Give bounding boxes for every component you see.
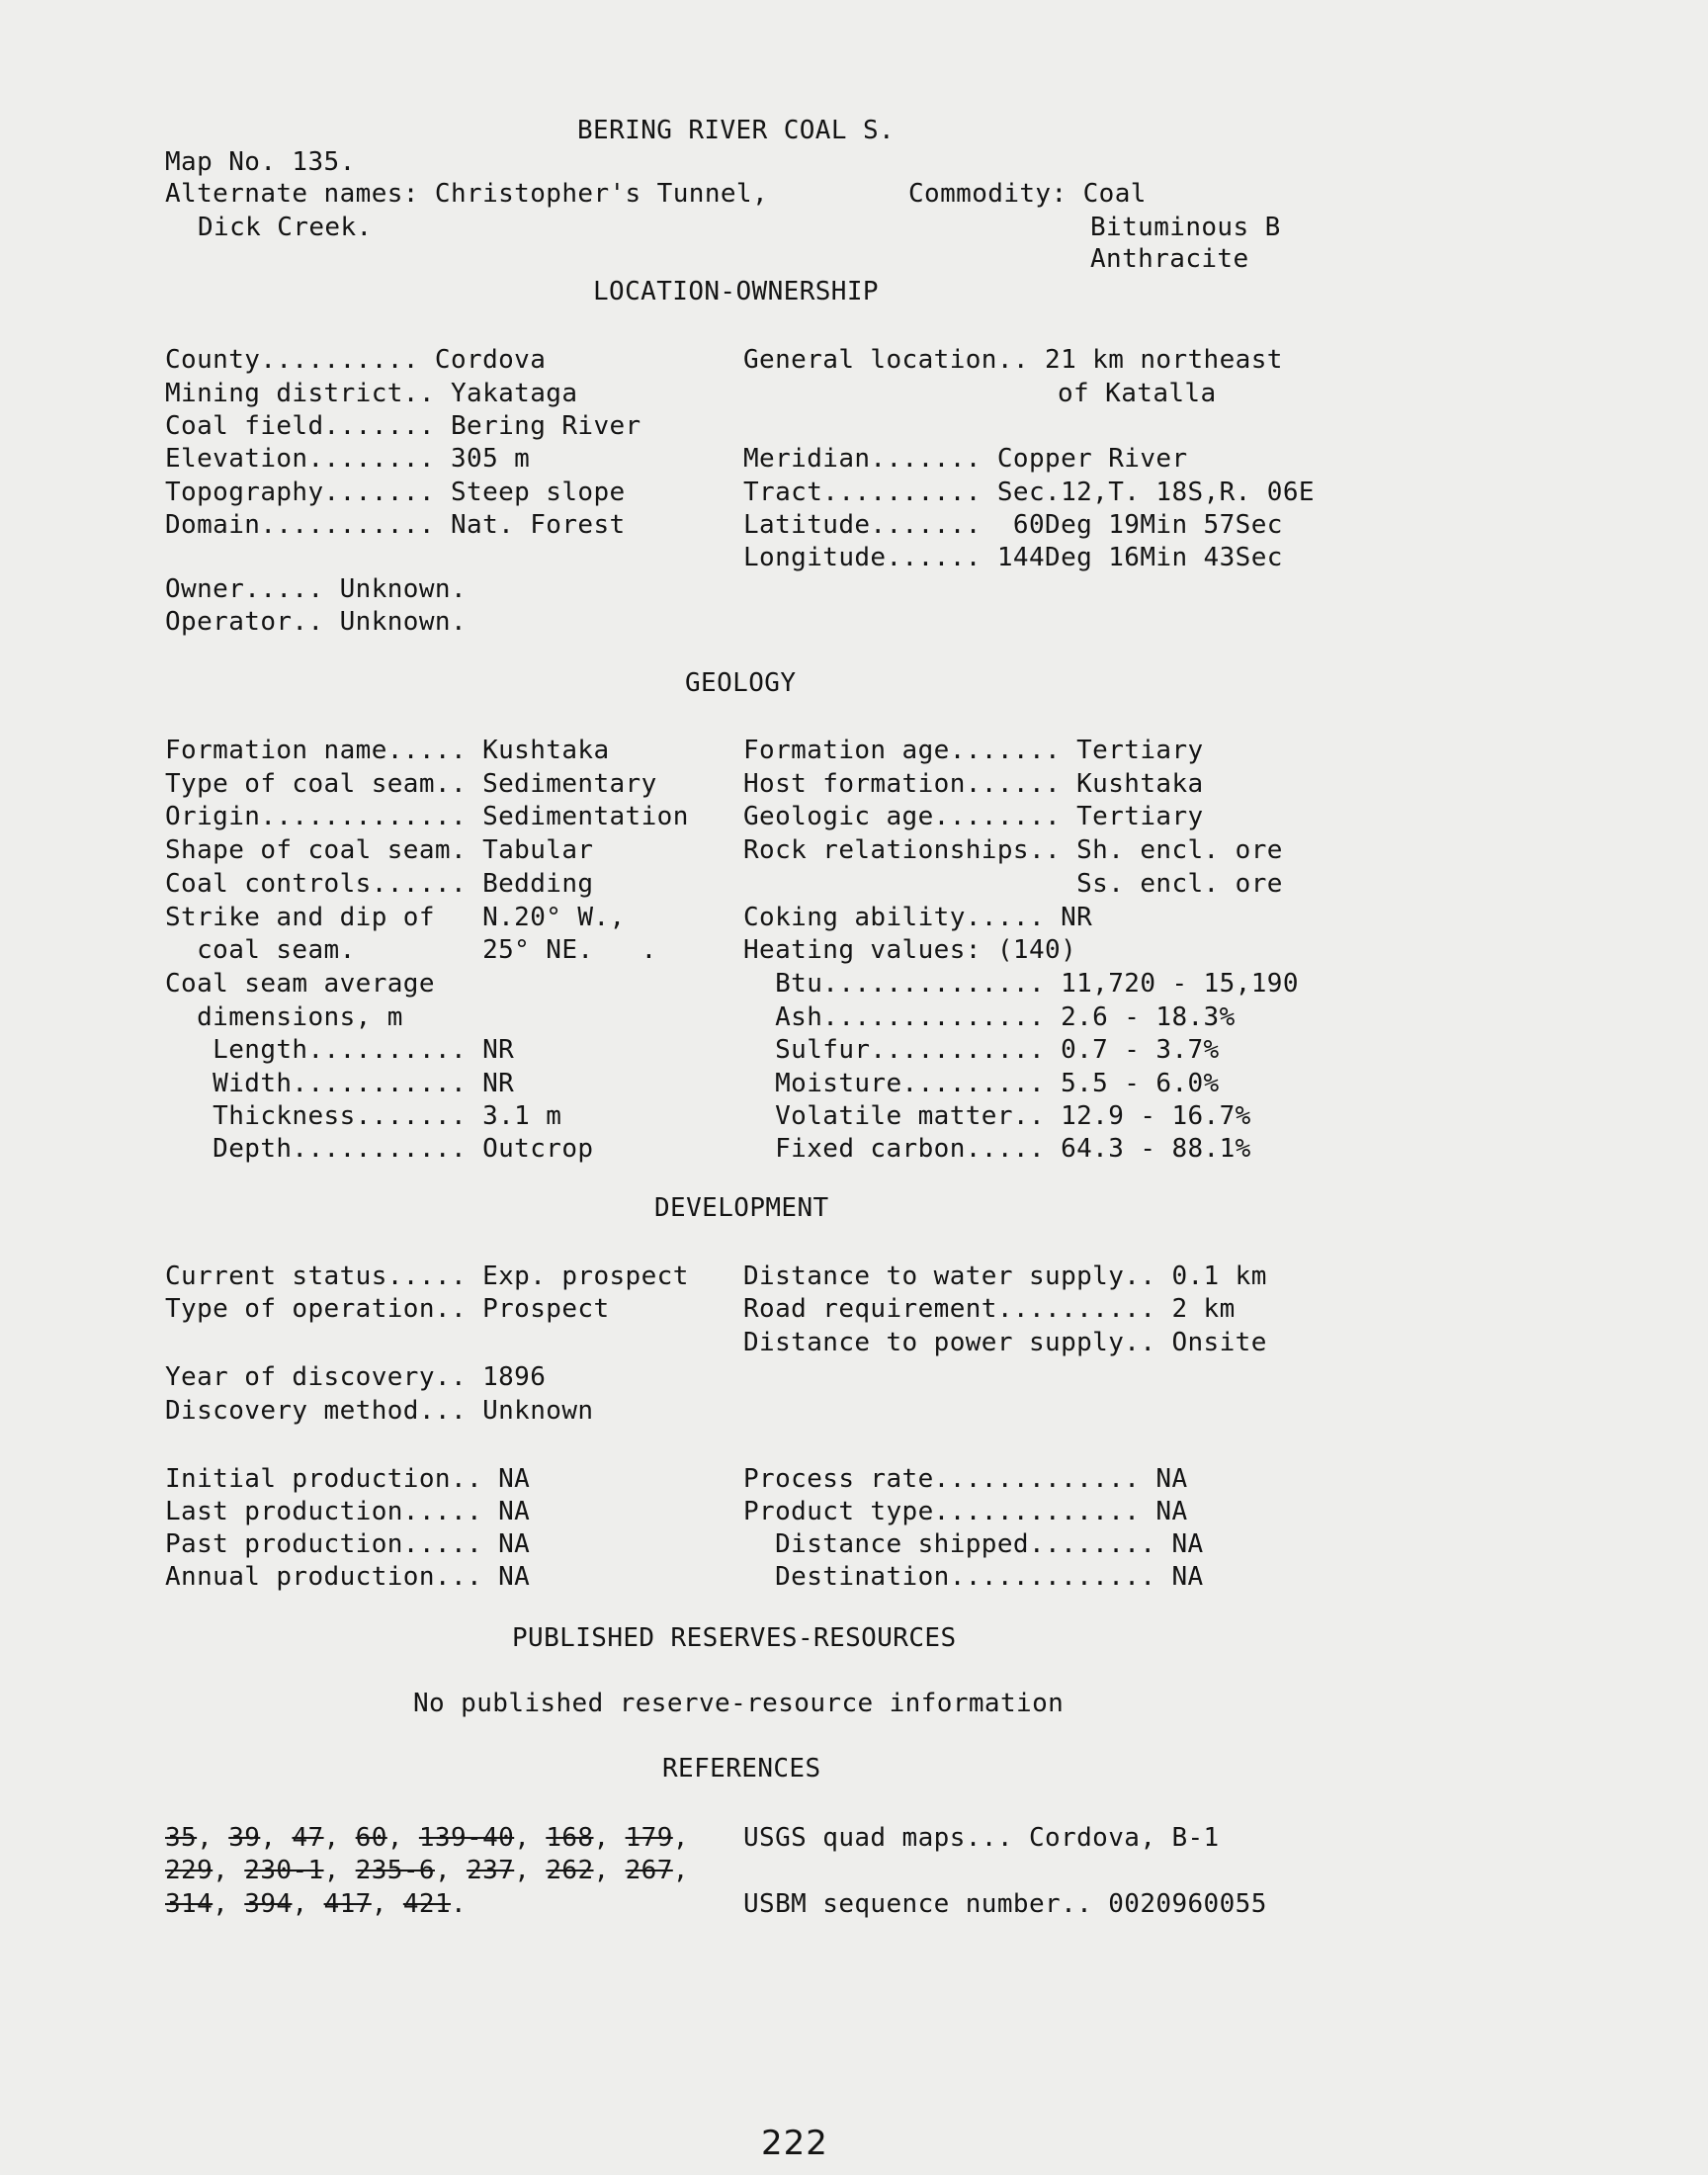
references-usbm-sequence-number: USBM sequence number.. 0020960055 <box>743 1889 1267 1919</box>
geology-left-12: Thickness....... 3.1 m <box>165 1101 562 1131</box>
reference-numbers-line-1: 35, 39, 47, 60, 139-40, 168, 179, <box>165 1823 689 1853</box>
alternate-names-continued: Dick Creek. <box>198 213 373 242</box>
section-heading-geology: GEOLOGY <box>685 668 797 698</box>
geology-right-6: Coking ability..... NR <box>743 903 1093 932</box>
map-number: Map No. 135. <box>165 147 356 177</box>
development-distance-water: Distance to water supply.. 0.1 km <box>743 1262 1267 1291</box>
geology-right-8: Btu.............. 11,720 - 15,190 <box>743 969 1299 999</box>
reference-number: 417 <box>323 1889 372 1919</box>
development-process-rate: Process rate............. NA <box>743 1464 1188 1494</box>
development-discovery-method: Discovery method... Unknown <box>165 1396 594 1426</box>
reserves-statement: No published reserve-resource information <box>413 1689 1065 1718</box>
development-annual-production: Annual production... NA <box>165 1562 531 1592</box>
section-heading-development: DEVELOPMENT <box>654 1193 829 1223</box>
development-road-requirement: Road requirement.......... 2 km <box>743 1294 1236 1324</box>
location-mining-district: Mining district.. Yakataga <box>165 379 578 408</box>
geology-right-5: Ss. encl. ore <box>743 869 1283 899</box>
location-county: County.......... Cordova <box>165 345 547 375</box>
reference-number: 60 <box>355 1823 387 1853</box>
development-type-of-operation: Type of operation.. Prospect <box>165 1294 610 1324</box>
reference-number: 230-1 <box>244 1856 324 1885</box>
development-past-production: Past production..... NA <box>165 1529 531 1559</box>
location-latitude: Latitude....... 60Deg 19Min 57Sec <box>743 510 1283 540</box>
location-domain: Domain........... Nat. Forest <box>165 510 626 540</box>
commodity-type-2: Anthracite <box>1090 244 1249 274</box>
reference-number: 229 <box>165 1856 214 1885</box>
geology-left-1: Formation name..... Kushtaka <box>165 736 610 765</box>
location-longitude: Longitude...... 144Deg 16Min 43Sec <box>743 543 1283 572</box>
reference-number: 314 <box>165 1889 214 1919</box>
development-current-status: Current status..... Exp. prospect <box>165 1262 689 1291</box>
location-owner: Owner..... Unknown. <box>165 574 468 604</box>
reference-number: 47 <box>292 1823 324 1853</box>
reference-number: 168 <box>546 1823 594 1853</box>
section-heading-reserves: PUBLISHED RESERVES-RESOURCES <box>512 1623 957 1653</box>
reference-numbers-line-3: 314, 394, 417, 421. <box>165 1889 468 1919</box>
geology-right-1: Formation age....... Tertiary <box>743 736 1204 765</box>
geology-right-9: Ash.............. 2.6 - 18.3% <box>743 1002 1236 1032</box>
geology-right-3: Geologic age........ Tertiary <box>743 802 1204 831</box>
document-title: BERING RIVER COAL S. <box>577 116 896 145</box>
geology-right-11: Moisture......... 5.5 - 6.0% <box>743 1069 1220 1098</box>
location-topography: Topography....... Steep slope <box>165 478 626 507</box>
location-general-continued: of Katalla <box>1058 379 1217 408</box>
geology-left-5: Coal controls...... Bedding <box>165 869 594 899</box>
location-operator: Operator.. Unknown. <box>165 607 468 637</box>
development-last-production: Last production..... NA <box>165 1497 531 1526</box>
geology-right-7: Heating values: (140) <box>743 935 1077 965</box>
references-usgs-quad-maps: USGS quad maps... Cordova, B-1 <box>743 1823 1220 1853</box>
reference-number: 179 <box>625 1823 673 1853</box>
page-number: 222 <box>761 2124 828 2163</box>
geology-right-12: Volatile matter.. 12.9 - 16.7% <box>743 1101 1251 1131</box>
alternate-names: Alternate names: Christopher's Tunnel, <box>165 179 769 209</box>
development-distance-shipped: Distance shipped........ NA <box>743 1529 1204 1559</box>
commodity-type-1: Bituminous B <box>1090 213 1281 242</box>
geology-left-7: coal seam. 25° NE. . <box>165 935 657 965</box>
geology-left-2: Type of coal seam.. Sedimentary <box>165 769 657 799</box>
reference-number: 421 <box>402 1889 452 1919</box>
reference-number: 35 <box>165 1823 198 1853</box>
geology-left-4: Shape of coal seam. Tabular <box>165 835 594 865</box>
geology-right-4: Rock relationships.. Sh. encl. ore <box>743 835 1283 865</box>
geology-left-11: Width........... NR <box>165 1069 515 1098</box>
location-tract: Tract.......... Sec.12,T. 18S,R. 06E <box>743 478 1315 507</box>
reference-number: 267 <box>625 1856 673 1885</box>
section-heading-references: REFERENCES <box>662 1754 821 1784</box>
reference-number: 139-40 <box>418 1823 515 1853</box>
reference-number: 39 <box>228 1823 261 1853</box>
geology-left-13: Depth........... Outcrop <box>165 1134 594 1164</box>
geology-right-10: Sulfur........... 0.7 - 3.7% <box>743 1035 1220 1065</box>
geology-right-13: Fixed carbon..... 64.3 - 88.1% <box>743 1134 1251 1164</box>
geology-right-2: Host formation...... Kushtaka <box>743 769 1204 799</box>
location-coal-field: Coal field....... Bering River <box>165 411 641 441</box>
development-year-of-discovery: Year of discovery.. 1896 <box>165 1362 547 1392</box>
development-product-type: Product type............. NA <box>743 1497 1188 1526</box>
geology-left-9: dimensions, m <box>165 1002 403 1032</box>
reference-number: 394 <box>244 1889 293 1919</box>
location-general: General location.. 21 km northeast <box>743 345 1283 375</box>
reference-number: 237 <box>467 1856 515 1885</box>
reference-number: 262 <box>546 1856 594 1885</box>
geology-left-6: Strike and dip of N.20° W., <box>165 903 626 932</box>
geology-left-8: Coal seam average <box>165 969 435 999</box>
location-elevation: Elevation........ 305 m <box>165 444 531 474</box>
development-destination: Destination............. NA <box>743 1562 1204 1592</box>
reference-numbers-line-2: 229, 230-1, 235-6, 237, 262, 267, <box>165 1856 689 1885</box>
section-heading-location: LOCATION-OWNERSHIP <box>593 277 879 306</box>
location-meridian: Meridian....... Copper River <box>743 444 1188 474</box>
reference-number: 235-6 <box>355 1856 435 1885</box>
development-distance-power: Distance to power supply.. Onsite <box>743 1328 1267 1357</box>
geology-left-3: Origin............. Sedimentation <box>165 802 689 831</box>
geology-left-10: Length.......... NR <box>165 1035 515 1065</box>
development-initial-production: Initial production.. NA <box>165 1464 531 1494</box>
commodity: Commodity: Coal <box>908 179 1147 209</box>
